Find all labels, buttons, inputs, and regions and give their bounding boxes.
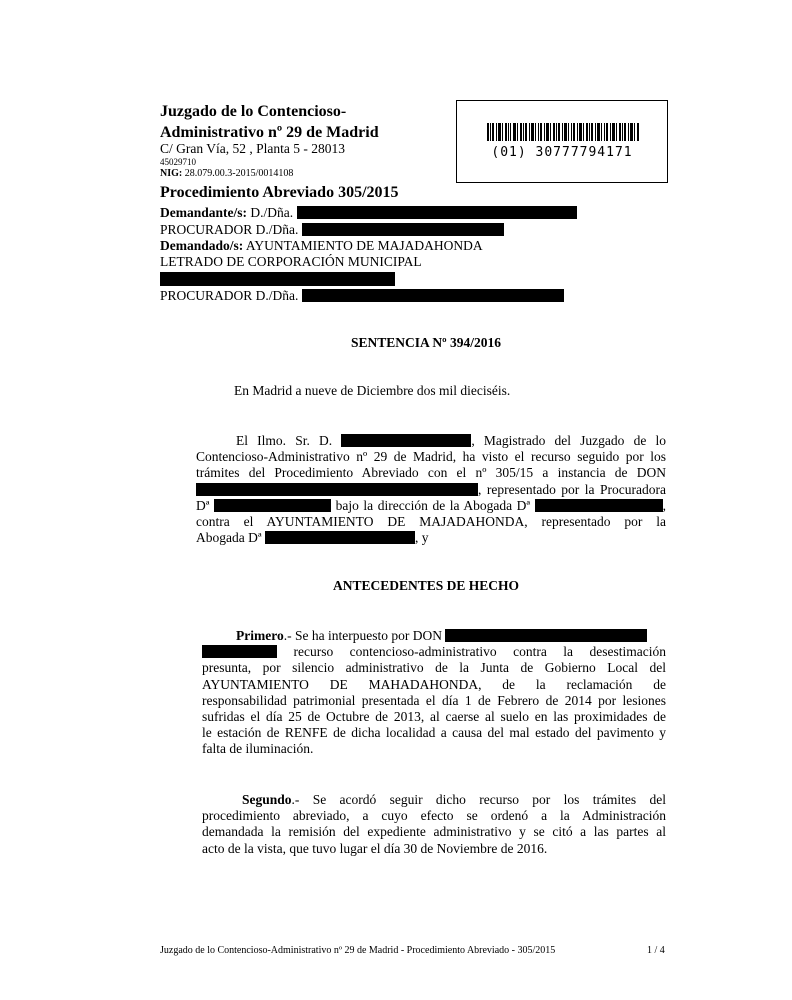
primero-line6: sufridas el día 25 de Octubre de 2013, al caerse al suelo en las proximidades de (202, 709, 666, 725)
redaction-bar (302, 289, 564, 302)
redaction-bar (297, 206, 577, 219)
primero-label: Primero (236, 628, 284, 643)
court-name (160, 101, 379, 143)
date-line: En Madrid a nueve de Diciembre dos mil dieciséis. (234, 383, 511, 398)
intro-text: , y (414, 530, 429, 546)
intro-text: , representado por la Procuradora (478, 481, 666, 497)
antecedentes-heading: ANTECEDENTES DE HECHO (332, 578, 520, 593)
intro-text: , (662, 497, 667, 513)
segundo-line1 (196, 792, 666, 808)
primero-line3: presunta, por silencio administrativo de la Junta de Gobierno Local del (202, 660, 666, 676)
intro-text: bajo la dirección de la Abogada Dª (335, 497, 531, 513)
nig-label: NIG: (160, 168, 183, 179)
primero-line5: responsabilidad patrimonial presentada el día 1 de Febrero de 2014 por lesiones (202, 692, 666, 708)
redaction-bar (265, 531, 415, 544)
intro-text: Dª (196, 497, 210, 513)
segundo-line3: demandada la remisión del expediente administrativo y se citó a las partes al (202, 824, 666, 840)
court-name-line2: Administrativo nº 29 de Madrid (160, 124, 379, 141)
nig-line (160, 168, 293, 179)
sentencia-title: SENTENCIA Nº 394/2016 (351, 335, 501, 350)
intro-line4 (196, 482, 666, 498)
procurador1-label: PROCURADOR D./Dña. (160, 222, 299, 237)
intro-line3: trámites del Procedimiento Abreviado con el nº 305/15 a instancia de DON (196, 465, 666, 481)
primero-text: recurso contencioso-administrativo contra la desestimación (293, 644, 666, 660)
letrado-line: LETRADO DE CORPORACIÓN MUNICIPAL (160, 254, 422, 269)
barcode-box (456, 100, 668, 183)
barcode-icon (487, 123, 639, 141)
redaction-bar (196, 483, 478, 496)
segundo-label: Segundo (242, 792, 292, 807)
primero-line7: le estación de RENFE de dicha localidad a causa del mal estado del pavimento y (202, 725, 666, 741)
redaction-bar (160, 272, 395, 286)
barcode-number: (01) 30777794171 (491, 145, 633, 160)
segundo-line4: acto de la vista, que tuvo lugar el día 30 de Noviembre de 2016. (202, 840, 548, 856)
demandado-value: AYUNTAMIENTO DE MAJADAHONDA (245, 238, 483, 253)
letrado-redaction (160, 272, 395, 286)
demandado-line (160, 238, 483, 254)
primero-line1 (196, 628, 666, 644)
primero-line8: falta de iluminación. (202, 741, 314, 757)
primero-line4: AYUNTAMIENTO DE MAHADAHONDA, de la reclamación de (202, 676, 666, 692)
court-code: 45029710 (160, 157, 196, 167)
redaction-bar (341, 434, 471, 447)
page-footer: Juzgado de lo Contencioso-Administrativo nº 29 de Madrid - Procedimiento Abreviado - 305/2015 (160, 945, 556, 956)
intro-text: El Ilmo. Sr. D. (236, 433, 333, 448)
page-number: 1 / 4 (647, 945, 665, 956)
procedure-title: Procedimiento Abreviado 305/2015 (160, 184, 399, 201)
segundo-paragraph (196, 792, 666, 857)
procurador1-line (160, 222, 504, 238)
intro-line5 (196, 498, 666, 514)
court-address: C/ Gran Vía, 52 , Planta 5 - 28013 (160, 141, 345, 156)
redaction-bar (302, 223, 504, 236)
demandado-label: Demandado/s: (160, 238, 244, 253)
intro-text: , Magistrado del Juzgado de lo (471, 433, 666, 448)
redaction-bar (535, 499, 663, 512)
demandante-label: Demandante/s: (160, 205, 247, 220)
demandante-value: D./Dña. (250, 205, 294, 220)
nig-value: 28.079.00.3-2015/0014108 (184, 168, 294, 179)
primero-line2 (196, 644, 666, 660)
procurador2-label: PROCURADOR D./Dña. (160, 288, 299, 303)
redaction-bar (202, 645, 277, 658)
redaction-bar (214, 499, 331, 512)
primero-text: .- Se ha interpuesto por DON (283, 628, 442, 643)
primero-paragraph (196, 628, 666, 758)
intro-line7 (196, 530, 666, 546)
intro-text: Abogada Dª (196, 530, 262, 546)
intro-line6: contra el AYUNTAMIENTO DE MAJADAHONDA, representado por la (196, 514, 666, 530)
procurador2-line (160, 288, 564, 304)
segundo-text: .- Se acordó seguir dicho recurso por los trámites del (291, 792, 666, 807)
intro-paragraph (196, 433, 666, 546)
demandante-line (160, 205, 577, 221)
intro-line2: Contencioso-Administrativo nº 29 de Madrid, ha visto el recurso seguido por los (196, 449, 666, 465)
intro-line1 (196, 433, 666, 449)
court-name-line1: Juzgado de lo Contencioso- (160, 103, 347, 120)
segundo-line2: procedimiento abreviado, a cuyo efecto se ordenó a la Administración (202, 808, 666, 824)
redaction-bar (445, 629, 647, 642)
